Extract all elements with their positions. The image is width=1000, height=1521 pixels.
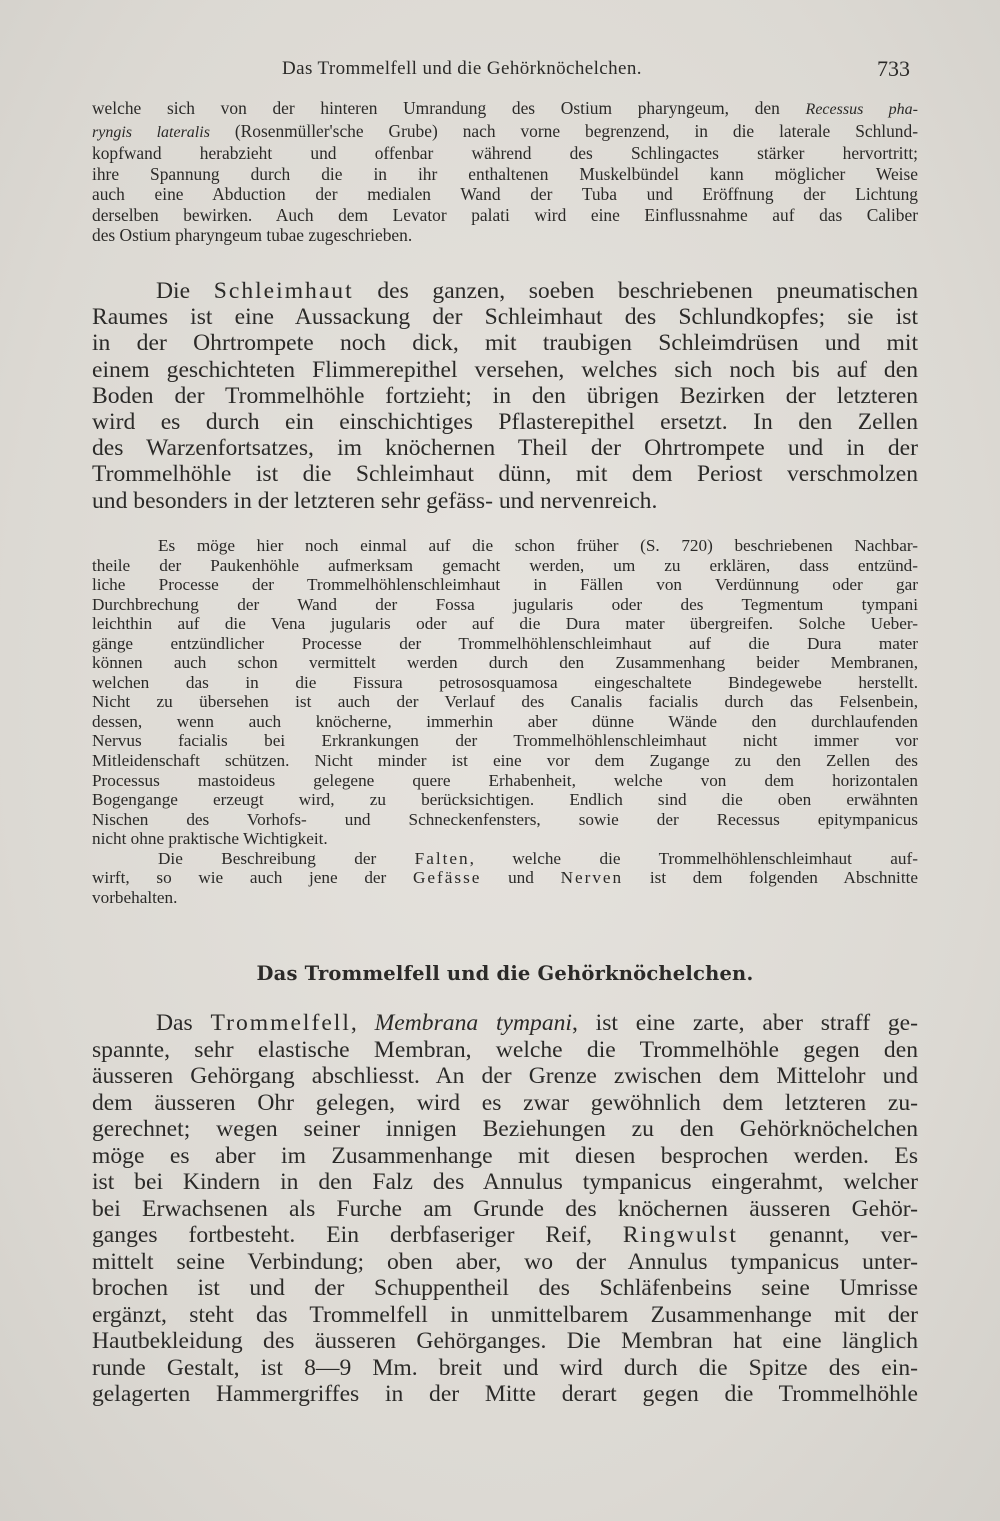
- text-line: mittelt seine Verbindung; oben aber, wo der Annulus tympanicus unter-: [92, 1248, 918, 1275]
- text-line: Das Trommelfell, Membrana tympani, ist eine zarte, aber straff ge-: [156, 1010, 919, 1036]
- text-line: dessen, wenn auch knöcherne, immerhin aber dünne Wände den durchlaufenden: [92, 711, 918, 731]
- text-line: ryngis lateralis (Rosenmüller'sche Grube) nach vorne begrenzend, in die laterale Schlund-: [92, 120, 918, 141]
- italic-term: ryngis lateralis: [92, 123, 210, 141]
- text-line: Nischen des Vorhofs- und Schneckenfensters, sowie der Recessus epitympanicus: [92, 809, 918, 829]
- running-head: [92, 58, 918, 84]
- text-line: bei Erwachsenen als Furche am Grunde des knöchernen äusseren Gehör-: [92, 1195, 918, 1222]
- spaced-term: Gefässe: [412, 868, 482, 888]
- text-line: vorbehalten.: [92, 887, 178, 907]
- section-heading: Das Trommelfell und die Gehörknöchelchen.: [256, 962, 754, 985]
- spaced-term: Falten: [414, 848, 470, 868]
- text-line: möge es aber im Zusammenhange mit diesen besprochen werden. Es: [92, 1142, 918, 1169]
- text-line: liche Processe der Trommelhöhlenschleimhaut in Fällen von Verdünnung oder gar: [92, 575, 918, 595]
- text-line: ganges fortbesteht. Ein derbfaseriger Reif, Ringwulst genannt, ver-: [92, 1222, 918, 1248]
- text-line: welchen das in die Fissura petrososquamosa eingeschaltete Bindegewebe herstellt.: [92, 672, 918, 692]
- text-line: Es möge hier noch einmal auf die schon früher (S. 720) beschriebenen Nachbar-: [158, 536, 918, 555]
- text-line: des Warzenfortsatzes, im knöchernen Theil der Ohrtrompete und in der: [92, 435, 918, 462]
- spaced-term: Schleimhaut: [213, 278, 354, 304]
- spaced-term: Nerven: [560, 868, 624, 888]
- text-line: nicht ohne praktische Wichtigkeit.: [92, 829, 328, 849]
- text-line: brochen ist und der Schuppentheil des Schläfenbeins seine Umrisse: [92, 1275, 918, 1301]
- text-line: runde Gestalt, ist 8—9 Mm. breit und wird durch die Spitze des ein-: [92, 1354, 918, 1381]
- text-line: Nervus facialis bei Erkrankungen der Trommelhöhlenschleimhaut nicht immer vor: [92, 731, 918, 751]
- text-line: äusseren Gehörgang abschliesst. An der Grenze zwischen dem Mittelohr und: [92, 1063, 918, 1089]
- text-line: Boden der Trommelhöhle fortzieht; in den übrigen Bezirken der letzteren: [92, 382, 918, 409]
- text-line: welche sich von der hinteren Umrandung des Ostium pharyngeum, den Recessus pha-: [92, 98, 919, 118]
- paragraph-trommelfell: [92, 1010, 918, 1408]
- text-line: und besonders in der letzteren sehr gefäss- und nervenreich.: [92, 487, 658, 514]
- text-line: ergänzt, steht das Trommelfell in unmittelbarem Zusammenhange mit der: [92, 1301, 918, 1328]
- text-line: wird es durch ein einschichtiges Pflasterepithel ersetzt. In den Zellen: [92, 409, 918, 436]
- text-line: kopfwand herabzieht und offenbar während des Schlingactes stärker hervortritt;: [92, 143, 918, 163]
- spaced-term: Ringwulst: [622, 1222, 738, 1248]
- text-line: leichthin auf die Vena jugularis oder auf die Dura mater übergreifen. Solche Ueber-: [92, 614, 918, 634]
- text-line: Trommelhöhle ist die Schleimhaut dünn, mit dem Periost verschmolzen: [92, 461, 918, 488]
- text-line: des Ostium pharyngeum tubae zugeschrieben.: [92, 225, 413, 245]
- text-line: können auch schon vermittelt werden durch den Zusammenhang beider Membranen,: [92, 653, 918, 673]
- paragraph-recessus: [92, 98, 918, 246]
- text-line: Die Schleimhaut des ganzen, soeben beschriebenen pneumatischen: [156, 278, 919, 304]
- small-print-note: [92, 536, 918, 907]
- text-line: spannte, sehr elastische Membran, welche die Trommelhöhle gegen den: [92, 1036, 918, 1063]
- text-line: Hautbekleidung des äusseren Gehörganges. Die Membran hat eine länglich: [92, 1328, 918, 1354]
- text-line: einem geschichteten Flimmerepithel versehen, welches sich noch bis auf den: [92, 356, 918, 383]
- text-line: dem äusseren Ohr gelegen, wird es zwar gewöhnlich dem letzteren zu-: [92, 1089, 918, 1116]
- text-line: gelagerten Hammergriffes in der Mitte derart gegen die Trommelhöhle: [92, 1381, 918, 1407]
- text-line: Processus mastoideus gelegene quere Erhabenheit, welche von dem horizontalen: [92, 770, 918, 790]
- text-line: Mitleidenschaft schützen. Nicht minder ist eine vor dem Zugange zu den Zellen des: [92, 751, 918, 771]
- text-line: gänge entzündlicher Processe der Trommelhöhlenschleimhaut auf die Dura mater: [92, 633, 918, 653]
- text-line: wirft, so wie auch jene der Gefässe und Nerven ist dem folgenden Abschnitte: [92, 868, 918, 888]
- text-line: Nicht zu übersehen ist auch der Verlauf des Canalis facialis durch das Felsenbein,: [92, 692, 918, 712]
- text-line: derselben bewirken. Auch dem Levator palati wird eine Einflussnahme auf das Caliber: [92, 204, 918, 225]
- text-line: Die Beschreibung der Falten, welche die Trommelhöhlenschleimhaut auf-: [158, 848, 918, 868]
- text-line: Bogengange erzeugt wird, zu berücksichtigen. Endlich sind die oben erwähnten: [92, 790, 918, 810]
- text-line: auch eine Abduction der medialen Wand der Tuba und Eröffnung der Lichtung: [92, 184, 918, 204]
- paragraph-schleimhaut: [92, 278, 918, 514]
- text-line: Raumes ist eine Aussackung der Schleimhaut des Schlundkopfes; sie ist: [92, 304, 918, 331]
- text-line: theile der Paukenhöhle aufmerksam gemacht werden, um zu erklären, dass entzünd-: [92, 555, 918, 575]
- text-line: ist bei Kindern in den Falz des Annulus tympanicus eingerahmt, welcher: [92, 1169, 918, 1195]
- text-line: ihre Spannung durch die in ihr enthaltenen Muskelbündel kann möglicher Weise: [92, 163, 918, 184]
- spaced-term: Trommelfell: [210, 1010, 351, 1036]
- running-title: Das Trommelfell und die Gehörknöchelchen.: [282, 58, 642, 79]
- italic-term: Recessus pha-: [805, 101, 919, 118]
- text-line: in der Ohrtrompete noch dick, mit traubigen Schleimdrüsen und mit: [92, 330, 918, 357]
- text-line: Durchbrechung der Wand der Fossa jugularis oder des Tegmentum tympani: [92, 594, 918, 614]
- page-number: 733: [877, 56, 910, 81]
- text-line: gerechnet; wegen seiner innigen Beziehungen zu den Gehörknöchelchen: [92, 1116, 918, 1142]
- italic-term: Membrana tympani: [374, 1010, 572, 1036]
